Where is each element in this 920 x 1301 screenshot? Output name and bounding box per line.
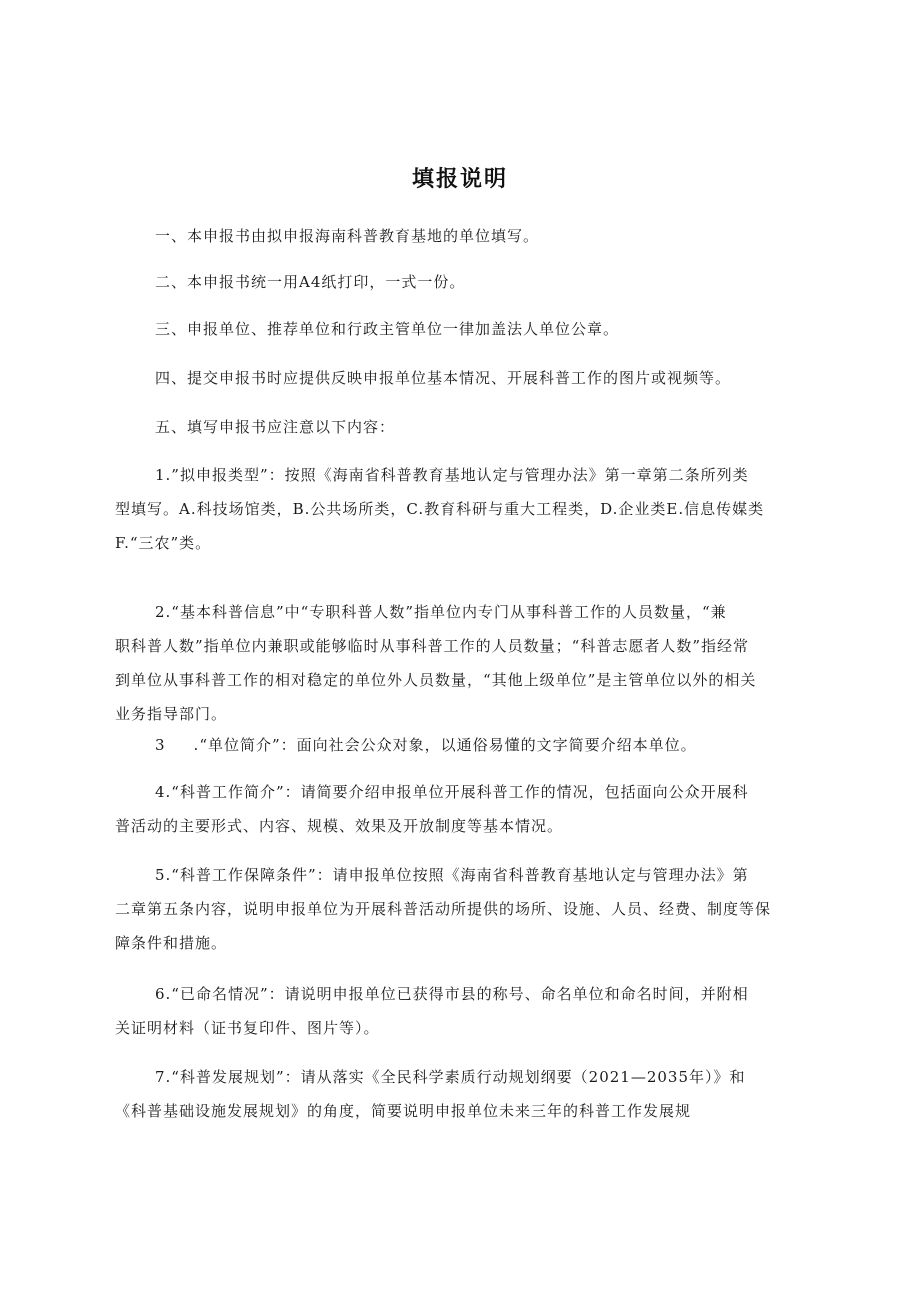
note-2: [115, 595, 805, 731]
item-1-text: 一、本申报书由拟申报海南科普教育基地的单位填写。: [155, 227, 540, 245]
item-2-text: 二、本申报书统一用A4纸打印，一式一份。: [155, 273, 466, 291]
note-2-line-4: 业务指导部门。: [115, 705, 228, 723]
note-7-line-2: 《科普基础设施发展规划》的角度，简要说明申报单位未来三年的科普工作发展规: [115, 1102, 692, 1120]
note-1-line-2: 型填写。A.科技场馆类，B.公共场所类，C.教育科研与重大工程类，D.企业类E.信息传媒类: [115, 500, 765, 518]
note-3: [115, 728, 805, 762]
note-6: [115, 977, 805, 1045]
note-1: [115, 458, 805, 560]
note-3-text: .“单位简介”：面向社会公众对象，以通俗易懂的文字简要介绍本单位。: [193, 736, 697, 754]
note-6-line-1: 6.“已命名情况”：请说明申报单位已获得市县的称号、命名单位和命名时间，并附相: [155, 985, 749, 1003]
note-4-line-1: 4.“科普工作简介”：请简要介绍申报单位开展科普工作的情况，包括面向公众开展科: [155, 783, 749, 801]
note-2-line-3: 到单位从事科普工作的相对稳定的单位外人员数量，“其他上级单位”是主管单位以外的相关: [115, 671, 757, 689]
note-1-line-1: 1.”拟申报类型”：按照《海南省科普教育基地认定与管理办法》第一章第二条所列类: [155, 466, 749, 484]
note-2-line-1: 2.“基本科普信息”中“专职科普人数”指单位内专门从事科普工作的人员数量，“兼: [155, 603, 727, 621]
note-7-line-1: 7.“科普发展规划”：请从落实《全民科学素质行动规划纲要（2021—2035年）》和: [155, 1068, 746, 1086]
item-2: [115, 265, 845, 299]
note-3-number: 3: [155, 736, 166, 754]
note-5-line-1: 5.“科普工作保障条件”：请申报单位按照《海南省科普教育基地认定与管理办法》第: [155, 866, 749, 884]
note-1-line-3: F.“三农”类。: [115, 534, 212, 552]
note-5-line-3: 障条件和措施。: [115, 934, 228, 952]
note-6-line-2: 关证明材料（证书复印件、图片等）。: [115, 1019, 380, 1037]
page-title: 填报说明: [411, 167, 508, 192]
item-5: [115, 410, 845, 444]
item-4-text: 四、提交申报书时应提供反映申报单位基本情况、开展科普工作的图片或视频等。: [155, 369, 732, 387]
note-7: [115, 1060, 805, 1128]
item-3-text: 三、申报单位、推荐单位和行政主管单位一律加盖法人单位公章。: [155, 320, 620, 338]
note-2-line-2: 职科普人数”指单位内兼职或能够临时从事科普工作的人员数量；“科普志愿者人数”指经常: [115, 637, 750, 655]
note-5-line-2: 二章第五条内容，说明申报单位为开展科普活动所提供的场所、设施、人员、经费、制度等保: [115, 900, 772, 918]
note-4-line-2: 普活动的主要形式、内容、规模、效果及开放制度等基本情况。: [115, 817, 564, 835]
item-4: [115, 361, 845, 395]
item-3: [115, 312, 845, 346]
note-3-line-1: [115, 728, 805, 762]
note-4: [115, 775, 805, 843]
item-5-text: 五、填写申报书应注意以下内容：: [155, 418, 396, 436]
item-1: [115, 219, 845, 253]
note-5: [115, 858, 805, 960]
